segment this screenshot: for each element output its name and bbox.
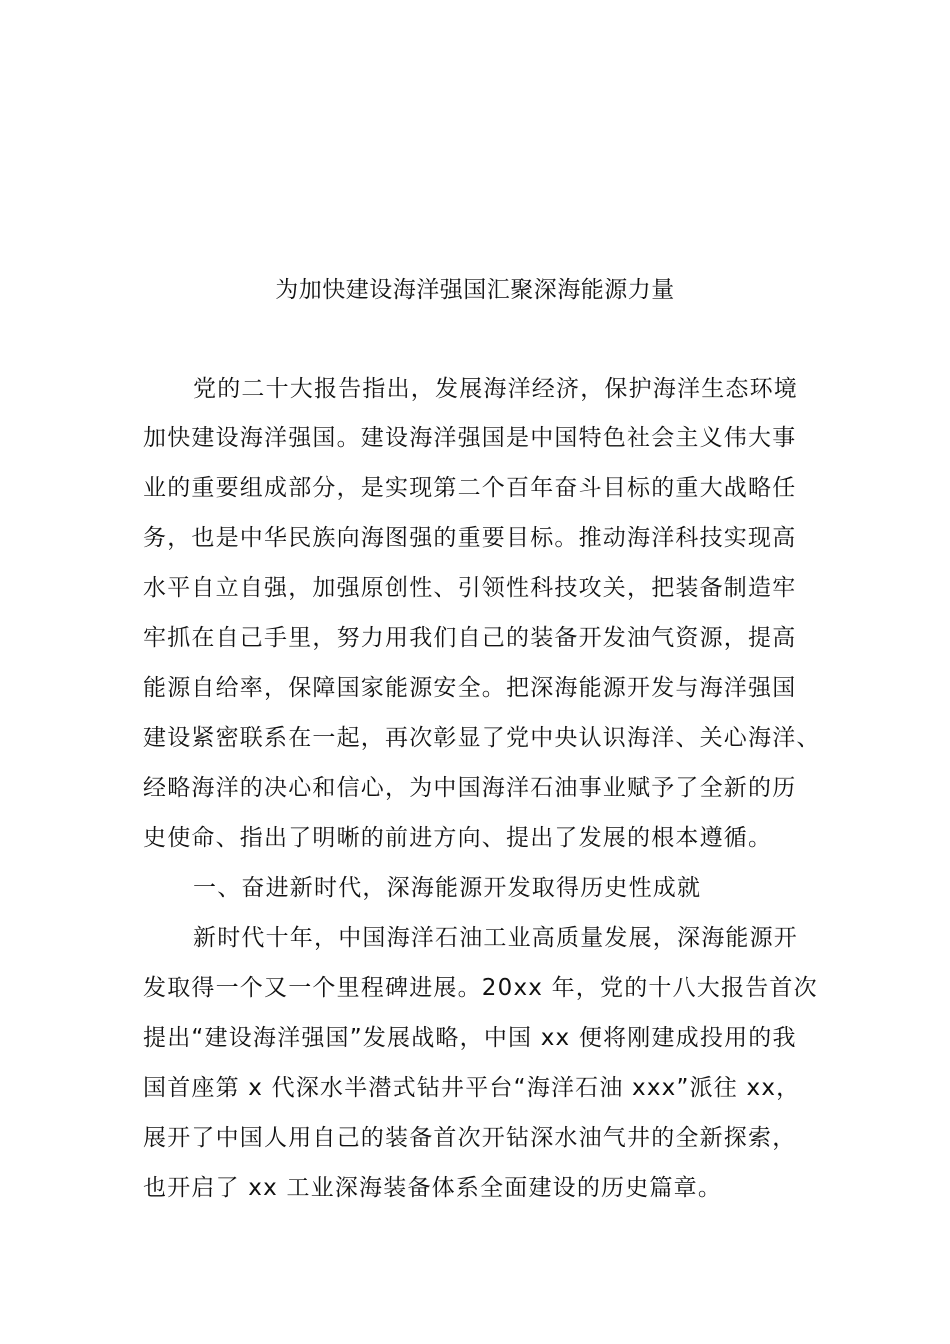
paragraph-2-line-5: 展开了中国人用自己的装备首次开钻深水油气井的全新探索， bbox=[143, 1125, 797, 1151]
document-title: 为加快建设海洋强国汇聚深海能源力量 bbox=[275, 277, 675, 303]
paragraph-2-line-6: 也开启了 xx 工业深海装备体系全面建设的历史篇章。 bbox=[143, 1175, 723, 1201]
paragraph-2-line-3: 提出“建设海洋强国”发展战略，中国 xx 便将刚建成投用的我 bbox=[143, 1025, 797, 1051]
paragraph-2-line-4: 国首座第 x 代深水半潜式钻井平台“海洋石油 xxx”派往 xx， bbox=[143, 1075, 801, 1101]
paragraph-1-line-10: 史使命、指出了明晰的前进方向、提出了发展的根本遵循。 bbox=[143, 825, 773, 851]
paragraph-1-line-6: 牢抓在自己手里，努力用我们自己的装备开发油气资源，提高 bbox=[143, 625, 797, 651]
paragraph-1-line-1: 党的二十大报告指出，发展海洋经济，保护海洋生态环境 bbox=[193, 376, 798, 402]
paragraph-1-line-8: 建设紧密联系在一起，再次彰显了党中央认识海洋、关心海洋、 bbox=[143, 725, 821, 751]
paragraph-1-line-5: 水平自立自强，加强原创性、引领性科技攻关，把装备制造牢 bbox=[143, 575, 797, 601]
paragraph-2-line-1: 新时代十年，中国海洋石油工业高质量发展，深海能源开 bbox=[193, 925, 798, 951]
paragraph-1-line-4: 务，也是中华民族向海图强的重要目标。推动海洋科技实现高 bbox=[143, 525, 797, 551]
paragraph-2-line-2: 发取得一个又一个里程碑进展。20xx 年，党的十八大报告首次 bbox=[143, 975, 818, 1001]
paragraph-1-line-9: 经略海洋的决心和信心，为中国海洋石油事业赋予了全新的历 bbox=[143, 775, 797, 801]
paragraph-1-line-2: 加快建设海洋强国。建设海洋强国是中国特色社会主义伟大事 bbox=[143, 425, 797, 451]
paragraph-1-line-3: 业的重要组成部分，是实现第二个百年奋斗目标的重大战略任 bbox=[143, 475, 797, 501]
paragraph-1-line-7: 能源自给率，保障国家能源安全。把深海能源开发与海洋强国 bbox=[143, 675, 797, 701]
section-heading: 一、奋进新时代，深海能源开发取得历史性成就 bbox=[193, 875, 702, 901]
